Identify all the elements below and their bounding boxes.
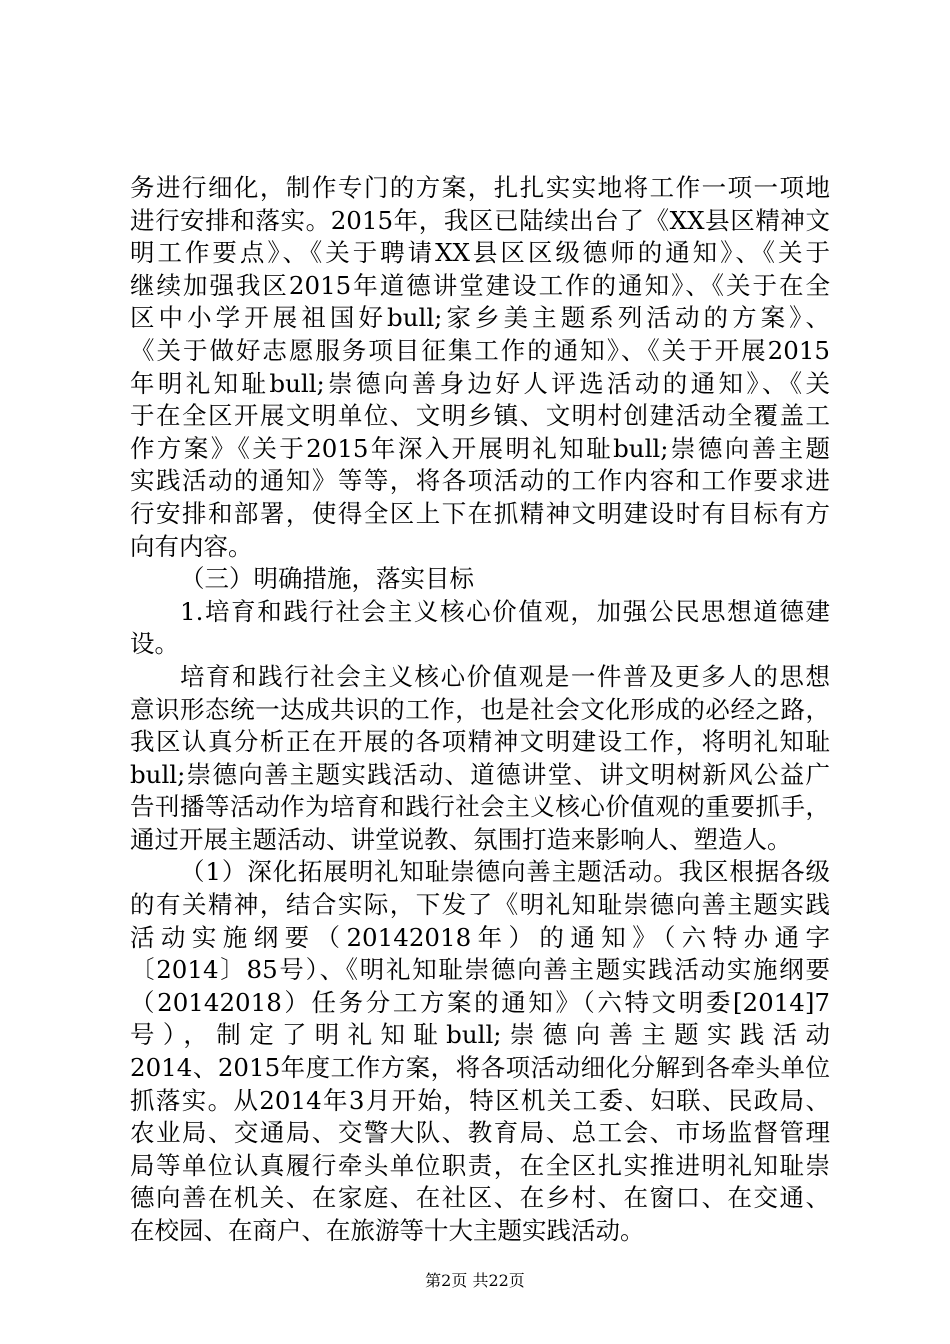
text-line: （20142018）任务分工方案的通知》（六特文明委[2014]7: [130, 987, 830, 1017]
text-line: 向有内容。: [130, 531, 253, 561]
text-line: 进行安排和落实。2015年，我区已陆续出台了《XX县区精神文: [130, 205, 830, 235]
text-line: 培育和践行社会主义核心价值观是一件普及更多人的思想: [180, 661, 830, 691]
text-line: 设。: [130, 629, 179, 659]
text-line: 抓落实。从2014年3月开始，特区机关工委、妇联、民政局、: [130, 1085, 830, 1115]
text-line: 明工作要点》、《关于聘请XX县区区级德师的通知》、《关于: [130, 238, 830, 268]
text-line: 作方案》《关于2015年深入开展明礼知耻bull;崇德向善主题: [130, 433, 830, 463]
text-line: 〔2014〕85号）、《明礼知耻崇德向善主题实践活动实施纲要: [130, 955, 830, 985]
text-line: 区中小学开展祖国好bull;家乡美主题系列活动的方案》、: [130, 303, 830, 333]
text-line: 年明礼知耻bull;崇德向善身边好人评选活动的通知》、《关: [130, 368, 830, 398]
text-line: 于在全区开展文明单位、文明乡镇、文明村创建活动全覆盖工: [130, 401, 830, 431]
section-heading: （三）明确措施，落实目标: [180, 564, 474, 594]
text-line: 在校园、在商户、在旅游等十大主题实践活动。: [130, 1216, 645, 1245]
text-line: 务进行细化，制作专门的方案，扎扎实实地将工作一项一项地: [130, 173, 830, 202]
text-line: 我区认真分析正在开展的各项精神文明建设工作，将明礼知耻: [130, 727, 830, 757]
text-line: （1）深化拓展明礼知耻崇德向善主题活动。我区根据各级: [180, 857, 830, 887]
text-line: 的有关精神，结合实际，下发了《明礼知耻崇德向善主题实践: [130, 890, 830, 920]
text-line: 《关于做好志愿服务项目征集工作的通知》、《关于开展2015: [130, 335, 830, 365]
text-line: 通过开展主题活动、讲堂说教、氛围打造来影响人、塑造人。: [130, 824, 792, 854]
text-line: 农业局、交通局、交警大队、教育局、总工会、市场监督管理: [130, 1118, 830, 1148]
text-line: 继续加强我区2015年道德讲堂建设工作的通知》、《关于在全: [130, 270, 830, 300]
text-line: 德向善在机关、在家庭、在社区、在乡村、在窗口、在交通、: [130, 1183, 830, 1213]
subsection-heading: 1.培育和践行社会主义核心价值观，加强公民思想道德建: [180, 596, 830, 626]
body-text: [130, 172, 830, 1248]
text-line: 活动实施纲要（20142018年）的通知》（六特办通字: [130, 922, 830, 952]
text-line: 告刊播等活动作为培育和践行社会主义核心价值观的重要抓手，: [130, 792, 830, 822]
text-line: bull;崇德向善主题实践活动、道德讲堂、讲文明树新风公益广: [130, 759, 830, 789]
text-line: 实践活动的通知》等等，将各项活动的工作内容和工作要求进: [130, 466, 830, 496]
text-line: 行安排和部署，使得全区上下在抓精神文明建设时有目标有方: [130, 498, 830, 528]
text-line: 2014、2015年度工作方案，将各项活动细化分解到各牵头单位: [130, 1053, 830, 1083]
text-line: 意识形态统一达成共识的工作，也是社会文化形成的必经之路，: [130, 694, 830, 724]
text-line: 局等单位认真履行牵头单位职责，在全区扎实推进明礼知耻崇: [130, 1150, 830, 1180]
page-number-footer: 第2页 共22页: [425, 1271, 525, 1290]
text-line: 号），制定了明礼知耻bull;崇德向善主题实践活动: [130, 1020, 830, 1050]
